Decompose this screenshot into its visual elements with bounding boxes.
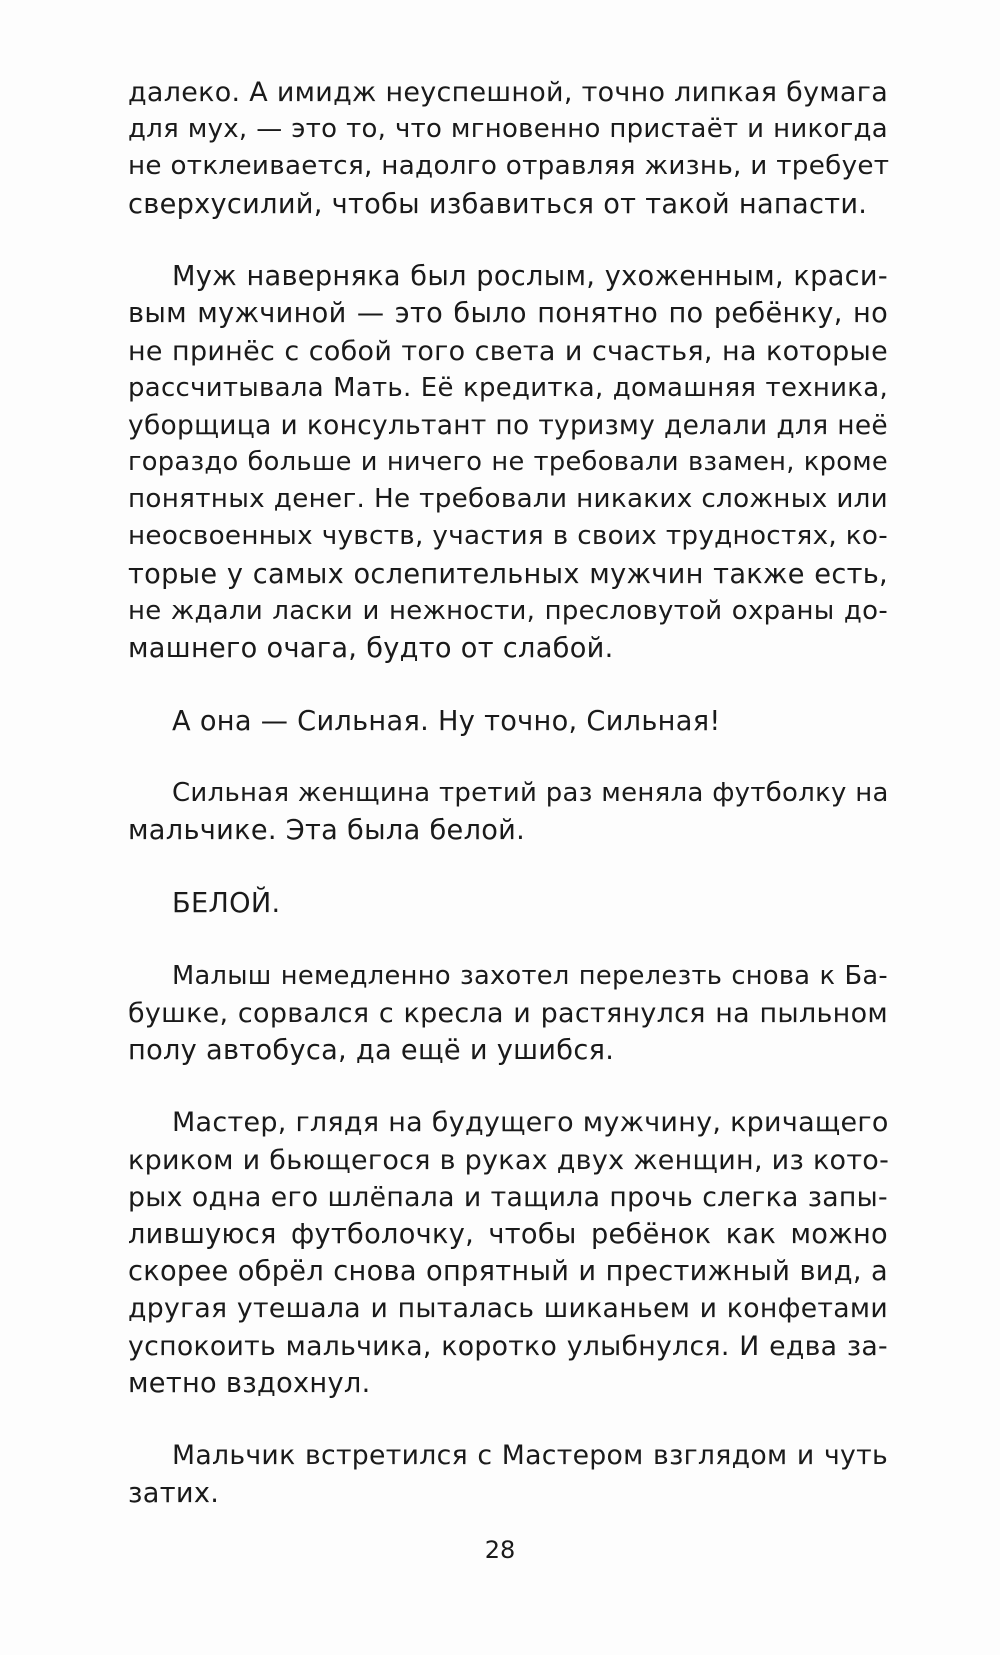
text-line: уборщица и консультант по туризму делали для неё (128, 409, 888, 441)
text-line: криком и бьющегося в руках двух женщин, из кото- (128, 1144, 890, 1176)
text-line: бушке, сорвался с кресла и растянулся на пыльном (128, 997, 888, 1029)
paragraph-gap (128, 1402, 888, 1437)
text-line: гораздо больше и ничего не требовали взамен, кроме (128, 447, 888, 478)
text-line: Сильная женщина третий раз меняла футболку на (172, 778, 889, 809)
text-line: далеко. А имидж неуспешной, точно липкая бумага (128, 77, 888, 108)
text-line: БЕЛОЙ. (172, 887, 281, 919)
text-line: не ждали ласки и нежности, пресловутой охраны до- (128, 595, 888, 626)
text-line: Мальчик встретился с Мастером взглядом и чуть (172, 1440, 888, 1472)
text-line: рых одна его шлёпала и тащила прочь слегка запы- (128, 1181, 888, 1213)
text-line: торые у самых ослепительных мужчин также есть, (128, 558, 888, 590)
text-line: Мастер, глядя на будущего мужчину, кричащего (172, 1107, 889, 1139)
text-line: неосвоенных чувств, участия в своих трудностях, ко- (128, 521, 888, 552)
text-line: метно вздохнул. (128, 1367, 371, 1399)
text-line: вым мужчиной — это было понятно по ребёнку, но (128, 298, 888, 330)
text-line: не отклеивается, надолго отравляя жизнь, и требует (128, 151, 890, 182)
text-line: понятных денег. Не требовали никаких сложных или (128, 484, 888, 515)
text-line: А она — Сильная. Ну точно, Сильная! (172, 705, 721, 737)
text-line: скорее обрёл снова опрятный и престижный вид, а (128, 1256, 888, 1288)
paragraph-gap (128, 740, 888, 775)
text-line: мальчике. Эта была белой. (128, 815, 526, 847)
text-line: не принёс с собой того света и счастья, на которые (128, 335, 888, 367)
page-number: 28 (484, 1536, 516, 1564)
text-line: Муж наверняка был рослым, ухоженным, краси- (172, 261, 888, 293)
text-line: полу автобуса, да ещё и ушибся. (128, 1034, 615, 1066)
text-line: для мух, — это то, что мгновенно пристаёт и никогда (128, 114, 888, 145)
text-line: затих. (128, 1477, 220, 1509)
body-text (128, 74, 888, 1512)
text-line: другая утешала и пыталась шиканьем и конфетами (128, 1293, 888, 1325)
text-line: лившуюся футболочку, чтобы ребёнок как можно (128, 1219, 888, 1251)
text-line: машнего очага, будто от слабой. (128, 633, 614, 665)
text-line: рассчитывала Мать. Её кредитка, домашняя техника, (128, 372, 888, 403)
text-line: сверхусилий, чтобы избавиться от такой напасти. (128, 188, 868, 220)
paragraph-gap (128, 922, 888, 957)
text-line: успокоить мальчика, коротко улыбнулся. И едва за- (128, 1330, 888, 1362)
text-line: Малыш немедленно захотел перелезть снова к Ба- (172, 960, 888, 991)
paragraph-gap (128, 850, 888, 885)
paragraph-gap (128, 223, 888, 258)
paragraph-gap (128, 1069, 888, 1104)
paragraph-gap (128, 667, 888, 702)
